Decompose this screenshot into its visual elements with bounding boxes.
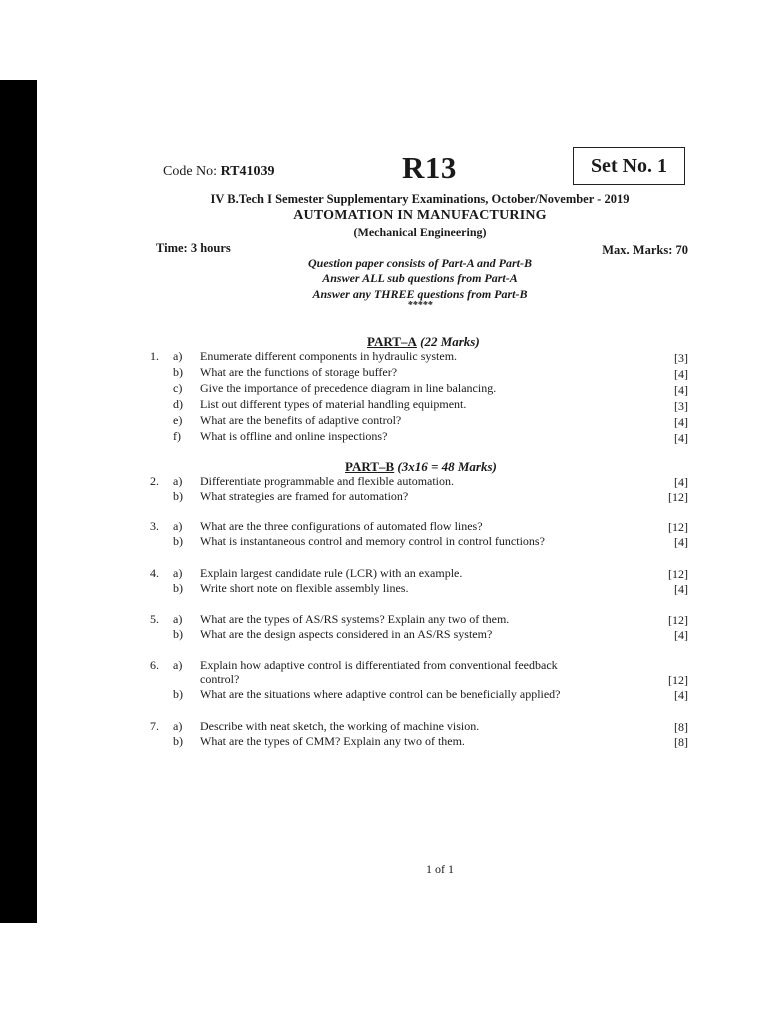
part-a-marks: (22 Marks) [416, 334, 480, 349]
exam-line: IV B.Tech I Semester Supplementary Examinations, October/November - 2019 [210, 192, 630, 206]
sub-question-letter: b) [173, 534, 183, 548]
sub-question-text: List out different types of material handling equipment. [200, 397, 467, 411]
sub-question-text: Describe with neat sketch, the working of machine vision. [200, 719, 480, 733]
question-number: 5. [150, 612, 159, 626]
sub-question-marks: [4] [674, 415, 688, 429]
sub-question-text: What are the functions of storage buffer? [200, 365, 398, 379]
sub-question-letter: a) [173, 349, 183, 363]
sub-question-marks: [12] [668, 490, 688, 504]
question-number: 1. [150, 349, 159, 363]
question-number: 2. [150, 474, 159, 488]
sub-question-marks: [8] [674, 720, 688, 734]
sub-question-text: Explain how adaptive control is differentiated from conventional feedback [200, 658, 558, 672]
sub-question-letter: f) [173, 429, 181, 443]
part-b-marks: (3x16 = 48 Marks) [394, 459, 497, 474]
sub-question-text: What are the design aspects considered in an AS/RS system? [200, 627, 493, 641]
sub-question-text: Give the importance of precedence diagram in line balancing. [200, 381, 497, 395]
sub-question-marks: [12] [668, 673, 688, 687]
sub-question-text-continued: control? [200, 672, 240, 686]
sub-question-letter: b) [173, 687, 183, 701]
part-a-heading [367, 334, 480, 350]
sub-question-marks: [4] [674, 431, 688, 445]
sub-question-marks: [4] [674, 475, 688, 489]
sub-question-letter: b) [173, 489, 183, 503]
sub-question-marks: [3] [674, 351, 688, 365]
sub-question-text: What is instantaneous control and memory control in control functions? [200, 534, 545, 548]
sub-question-letter: e) [173, 413, 183, 427]
sub-question-text: What are the three configurations of automated flow lines? [200, 519, 483, 533]
sub-question-marks: [12] [668, 613, 688, 627]
code-number [163, 164, 275, 180]
sub-question-letter: b) [173, 365, 183, 379]
sub-question-text: Explain largest candidate rule (LCR) with an example. [200, 566, 463, 580]
sub-question-text: What are the types of CMM? Explain any two of them. [200, 734, 465, 748]
page-number: 1 of 1 [426, 862, 454, 876]
sub-question-letter: b) [173, 734, 183, 748]
sub-question-letter: d) [173, 397, 183, 411]
sub-question-marks: [4] [674, 383, 688, 397]
sub-question-marks: [12] [668, 567, 688, 581]
sub-question-marks: [4] [674, 535, 688, 549]
sub-question-marks: [3] [674, 399, 688, 413]
sub-question-text: What are the situations where adaptive control can be beneficially applied? [200, 687, 561, 701]
sub-question-marks: [4] [674, 582, 688, 596]
question-number: 3. [150, 519, 159, 533]
code-value: RT41039 [220, 164, 275, 179]
sub-question-text: What are the types of AS/RS systems? Explain any two of them. [200, 612, 510, 626]
sub-question-text: What strategies are framed for automation? [200, 489, 409, 503]
sub-question-letter: a) [173, 519, 183, 533]
code-label: Code No: [163, 164, 221, 179]
sub-question-letter: b) [173, 627, 183, 641]
sub-question-text: What are the benefits of adaptive control? [200, 413, 402, 427]
separator-stars: ***** [407, 300, 433, 311]
sub-question-marks: [12] [668, 520, 688, 534]
question-number: 7. [150, 719, 159, 733]
subject-title: AUTOMATION IN MANUFACTURING [293, 208, 547, 223]
part-b-title: PART–B [345, 459, 395, 474]
sub-question-marks: [4] [674, 628, 688, 642]
part-a-title: PART–A [367, 334, 417, 349]
sub-question-marks: [4] [674, 367, 688, 381]
set-number-box: Set No. 1 [573, 147, 685, 185]
exam-time: Time: 3 hours [156, 241, 231, 255]
branch: (Mechanical Engineering) [353, 225, 487, 239]
sub-question-marks: [8] [674, 735, 688, 749]
sub-question-text: What is offline and online inspections? [200, 429, 388, 443]
sub-question-letter: a) [173, 566, 183, 580]
regulation-title: R13 [402, 150, 457, 185]
sub-question-marks: [4] [674, 688, 688, 702]
sub-question-letter: a) [173, 658, 183, 672]
instruction-line: Question paper consists of Part-A and Part-B [307, 256, 533, 270]
sub-question-text: Differentiate programmable and flexible automation. [200, 474, 455, 488]
sub-question-text: Write short note on flexible assembly lines. [200, 581, 409, 595]
max-marks: Max. Marks: 70 [602, 243, 688, 257]
sub-question-letter: a) [173, 474, 183, 488]
sub-question-text: Enumerate different components in hydraulic system. [200, 349, 458, 363]
question-number: 6. [150, 658, 159, 672]
scan-black-border [0, 80, 37, 923]
question-number: 4. [150, 566, 159, 580]
sub-question-letter: b) [173, 581, 183, 595]
sub-question-letter: c) [173, 381, 183, 395]
instruction-line: Answer ALL sub questions from Part-A [322, 271, 518, 285]
sub-question-letter: a) [173, 612, 183, 626]
instruction-line: Answer any THREE questions from Part-B [312, 287, 528, 301]
sub-question-letter: a) [173, 719, 183, 733]
part-b-heading [345, 459, 497, 475]
